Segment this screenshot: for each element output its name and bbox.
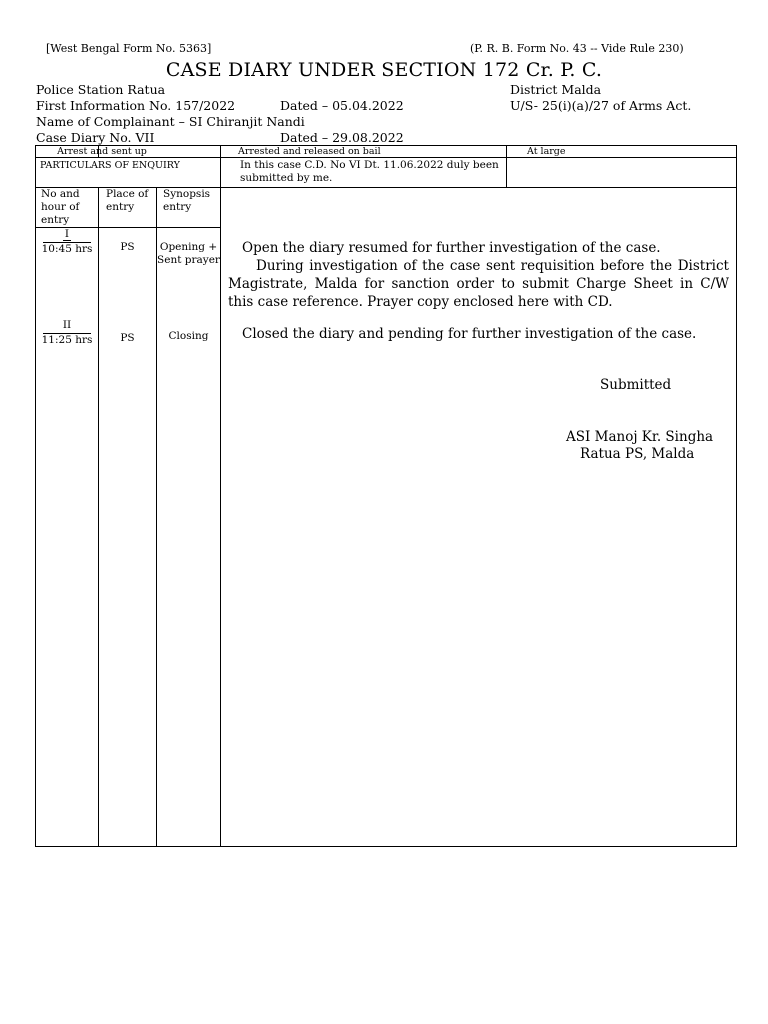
complainant: Name of Complainant – SI Chiranjit Nandi [36, 114, 305, 129]
column-synopsis-entry: Synopsis entry [163, 188, 211, 213]
entry-number [36, 228, 98, 256]
form-number-left: [West Bengal Form No. 5363] [46, 42, 212, 55]
officer-station: Ratua PS, Malda [580, 446, 695, 462]
entry-text-opening: Open the diary resumed for further investigation of the case. [242, 240, 661, 256]
entry-place: PS [120, 332, 135, 344]
officer-name: ASI Manoj Kr. Singha [566, 429, 714, 445]
submitted-label: Submitted [600, 377, 672, 393]
entry-synopsis: Opening + Sent prayer [157, 241, 220, 266]
district: District Malda [510, 82, 602, 97]
police-station: Police Station Ratua [36, 82, 166, 97]
entry-number [36, 319, 98, 347]
bail-note: In this case C.D. No VI Dt. 11.06.2022 duly been submitted by me. [240, 159, 499, 184]
act-sections: U/S- 25(i)(a)/27 of Arms Act. [510, 98, 692, 113]
entry-time: 11:25 hrs [41, 334, 93, 346]
header-at-large: At large [527, 146, 566, 157]
particulars-of-enquiry: PARTICULARS OF ENQUIRY [40, 160, 180, 171]
entry-time: 10:45 hrs [41, 243, 93, 255]
entry-number-label: II [62, 319, 72, 331]
column-no-and-hour: No and hour of entry [41, 188, 80, 226]
form-number-right: (P. R. B. Form No. 43 -- Vide Rule 230) [470, 42, 684, 55]
entry-synopsis: Closing [168, 330, 209, 342]
header-released-on-bail: Arrested and released on bail [238, 146, 381, 157]
entry-place: PS [120, 241, 135, 253]
entry-text-closing: Closed the diary and pending for further investigation of the case. [242, 326, 697, 342]
entry-text-investigation: During investigation of the case sent requisition before the District Magistrate, Malda for sanction order to submit Charge Sheet in C/W this case reference. Prayer copy enclosed here with CD. [228, 258, 729, 310]
entry-number-label: I [64, 228, 70, 240]
page-title: CASE DIARY UNDER SECTION 172 Cr. P. C. [165, 59, 603, 81]
fir-dated: Dated – 05.04.2022 [280, 98, 404, 113]
header-arrest-sent-up: Arrest and sent up [57, 146, 147, 157]
case-diary-number: Case Diary No. VII [36, 130, 155, 145]
case-diary-dated: Dated – 29.08.2022 [280, 130, 404, 145]
fir-number: First Information No. 157/2022 [36, 98, 236, 113]
column-place-of-entry: Place of entry [106, 188, 149, 213]
